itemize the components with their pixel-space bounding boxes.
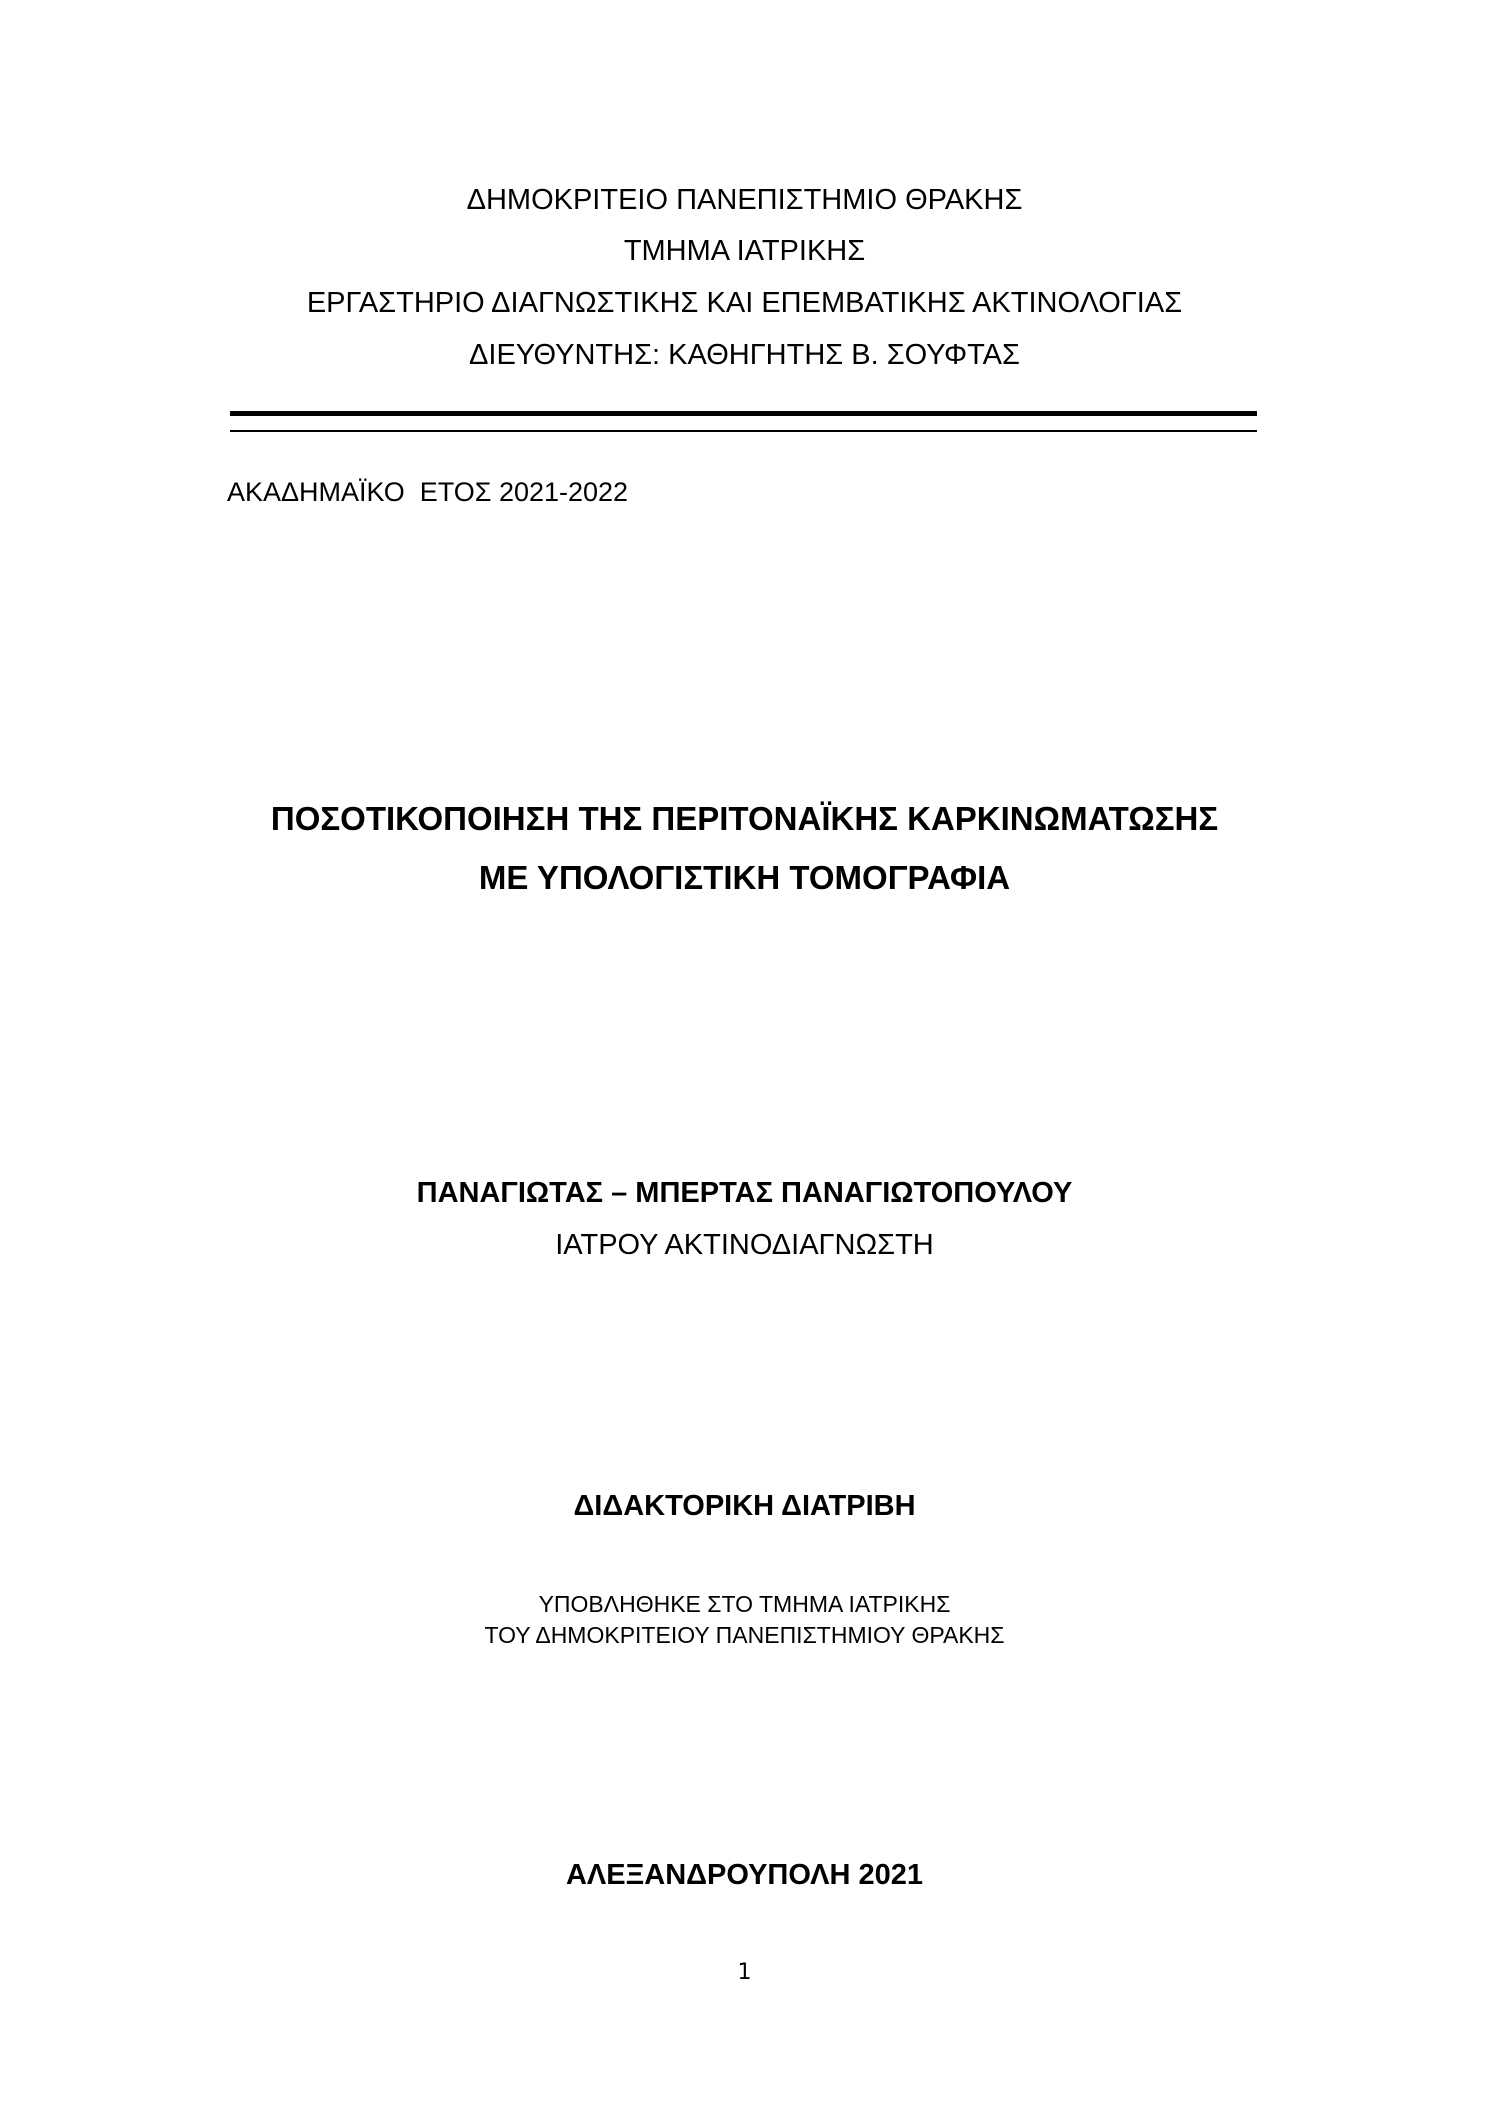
- submitted-line-2: ΤΟΥ ΔΗΜΟΚΡΙΤΕΙΟΥ ΠΑΝΕΠΙΣΤΗΜΙΟΥ ΘΡΑΚΗΣ: [484, 1622, 1005, 1648]
- director-line: ΔΙΕΥΘΥΝΤΗΣ: ΚΑΘΗΓΗΤΗΣ Β. ΣΟΥΦΤΑΣ: [469, 339, 1020, 371]
- department-name: ΤΜΗΜΑ ΙΑΤΡΙΚΗΣ: [623, 235, 866, 267]
- author-name: ΠΑΝΑΓΙΩΤΑΣ – ΜΠΕΡΤΑΣ ΠΑΝΑΓΙΩΤΟΠΟΥΛΟΥ: [416, 1177, 1073, 1209]
- submitted-line-1: ΥΠΟΒΛΗΘΗΚΕ ΣΤΟ ΤΜΗΜΑ ΙΑΤΡΙΚΗΣ: [538, 1591, 951, 1617]
- laboratory-name: ΕΡΓΑΣΤΗΡΙΟ ΔΙΑΓΝΩΣΤΙΚΗΣ ΚΑΙ ΕΠΕΜΒΑΤΙΚΗΣ ΑΚΤΙΝΟΛΟΓΙΑΣ: [306, 287, 1183, 319]
- academic-year: ΑΚΑΔΗΜΑΪΚΟ ΕΤΟΣ 2021-2022: [227, 477, 629, 507]
- place-and-year: ΑΛΕΞΑΝΔΡΟΥΠΟΛΗ 2021: [565, 1859, 924, 1891]
- thesis-type: ΔΙΔΑΚΤΟΡΙΚΗ ΔΙΑΤΡΙΒΗ: [573, 1490, 916, 1522]
- thesis-title-line-2: ΜΕ ΥΠΟΛΟΓΙΣΤΙΚΗ ΤΟΜΟΓΡΑΦΙΑ: [478, 859, 1011, 896]
- author-role: ΙΑΤΡΟΥ ΑΚΤΙΝΟΔΙΑΓΝΩΣΤΗ: [555, 1229, 934, 1261]
- header-rule-thin: [230, 430, 1257, 432]
- header-rule-thick: [230, 411, 1257, 416]
- university-name: ΔΗΜΟΚΡΙΤΕΙΟ ΠΑΝΕΠΙΣΤΗΜΙΟ ΘΡΑΚΗΣ: [466, 184, 1023, 216]
- page-number: 1: [737, 1960, 752, 1985]
- thesis-title-line-1: ΠΟΣΟΤΙΚΟΠΟΙΗΣΗ ΤΗΣ ΠΕΡΙΤΟΝΑΪΚΗΣ ΚΑΡΚΙΝΩΜΑΤΩΣΗΣ: [270, 800, 1219, 837]
